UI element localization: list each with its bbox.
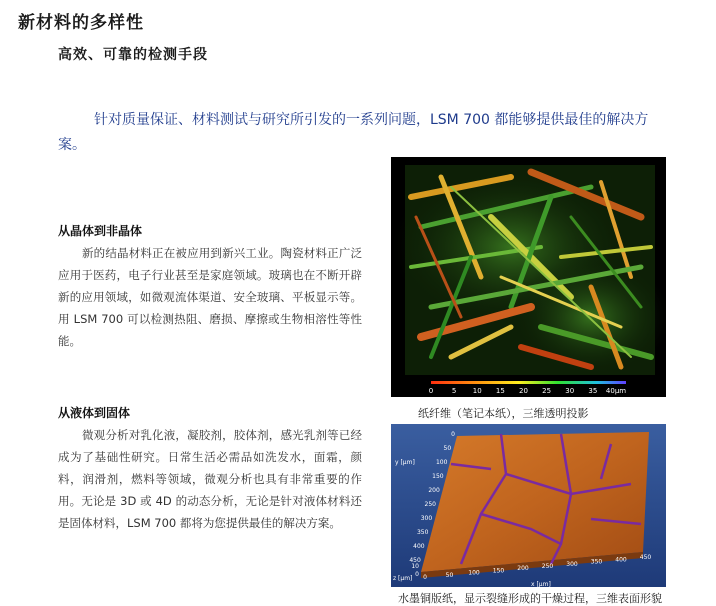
figure2-y-tick: 0: [451, 431, 455, 438]
figure2-y-axis-label: y [µm]: [395, 459, 415, 466]
figure1-scale-tick: 5: [451, 387, 457, 395]
figure2-x-tick: 100: [468, 569, 480, 577]
figure2-y-tick: 200: [428, 487, 440, 494]
section2-heading: 从液体到固体: [58, 406, 131, 420]
figure1-scale-tick: 25: [542, 387, 552, 395]
fiber-projection-image: [391, 157, 666, 397]
figure1-scale-tick: 15: [495, 387, 505, 395]
page-subtitle: 高效、可靠的检测手段: [58, 47, 208, 63]
figure2-y-tick: 300: [420, 515, 433, 522]
figure2-x-tick: 0: [423, 574, 427, 581]
figure2-x-tick: 300: [566, 560, 578, 568]
section2-body: 微观分析对乳化液，凝胶剂，胶体剂，感光乳剂等已经成为了基础性研究。日常生活必需品如洗发水，面霜，颜料，润滑剂，燃料等领域，微观分析也具有非常重要的作用。无论是 3D 或 4D 的动态分析，无论是针对液体材料还是固体材料，LSM 700 都将为您提供最佳的解决方案。: [58, 428, 362, 530]
figure2-x-tick: 400: [615, 556, 627, 564]
figure2-x-tick: 250: [541, 563, 554, 570]
figure1-scale-tick: 0: [428, 387, 434, 395]
figure2-y-tick: 400: [413, 543, 425, 550]
figure2-x-axis-label: x [µm]: [531, 581, 551, 587]
figure2-y-tick: 250: [424, 501, 436, 508]
figure1-scale-tick: 35: [588, 387, 598, 395]
figure2-x-tick: 450: [639, 554, 652, 562]
figure2-x-tick: 200: [517, 565, 529, 573]
figure2-z-tick: 0: [415, 571, 419, 578]
figure2-x-tick: 350: [590, 558, 603, 566]
section1-heading: 从晶体到非晶体: [58, 224, 143, 238]
figure2-y-tick: 450: [409, 557, 421, 564]
figure1-scale-tick: 30: [565, 387, 575, 395]
figure2-y-tick: 50: [443, 445, 452, 452]
figure1-scale-tick: 40µm: [605, 387, 627, 395]
intro-paragraph: 针对质量保证、材料测试与研究所引发的一系列问题，LSM 700 都能够提供最佳的解决方案。: [58, 112, 649, 153]
figure2-y-tick: 100: [435, 459, 448, 466]
surface-topography-image: [391, 424, 666, 587]
figure1-scale-tick: 10: [472, 387, 482, 395]
figure2-z-tick: 10: [411, 563, 419, 570]
figure2-x-tick: 150: [492, 567, 505, 575]
figure2-x-tick: 50: [445, 571, 454, 579]
page-title: 新材料的多样性: [18, 13, 144, 33]
figure1-caption: 纸纤维（笔记本纸），三维透明投影: [418, 407, 589, 420]
section1-body: 新的结晶材料正在被应用到新兴工业。陶瓷材料正广泛应用于医药，电子行业甚至是家庭领域。玻璃也在不断开辟新的应用领域，如微观流体渠道、安全玻璃、平板显示等。用 LSM 700 可以检测热阻、磨损、摩擦或生物相溶性等性能。: [58, 246, 362, 348]
figure2-caption: 水墨铜版纸，显示裂缝形成的干燥过程，三维表面形貌: [398, 592, 662, 605]
figure2-z-axis-label: z [µm]: [393, 575, 413, 582]
figure2-y-tick: 150: [432, 473, 444, 480]
figure2-y-tick: 350: [416, 529, 429, 536]
figure1-scale-tick: 20: [519, 387, 528, 395]
